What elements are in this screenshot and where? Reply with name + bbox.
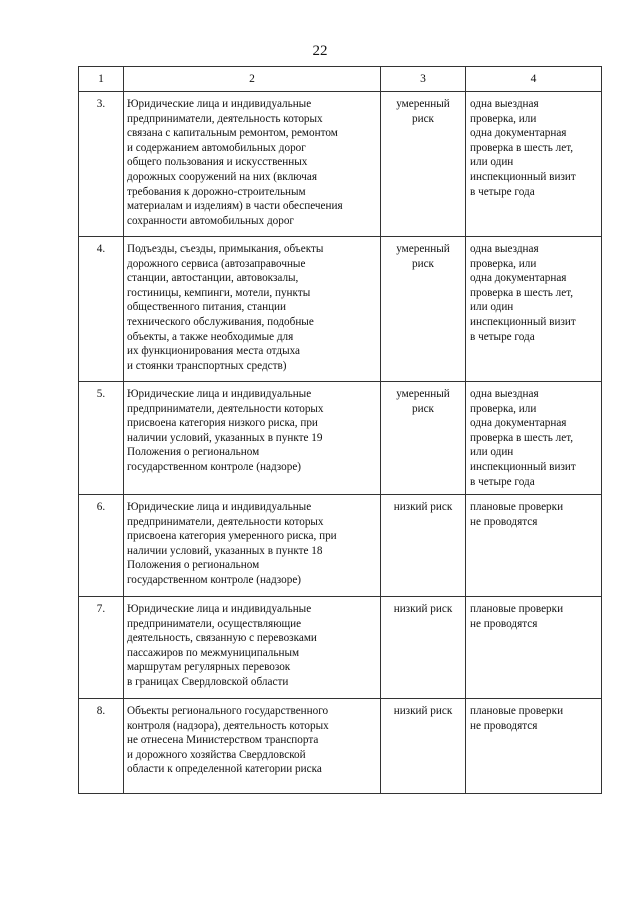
subject-description bbox=[124, 92, 381, 237]
header-col-4: 4 bbox=[466, 67, 602, 92]
subject-description-line: предприниматели, деятельности которых bbox=[127, 402, 324, 415]
subject-description bbox=[124, 382, 381, 495]
inspection-frequency-line: не проводятся bbox=[470, 515, 538, 528]
row-number: 5. bbox=[79, 382, 124, 495]
subject-description-line: присвоена категория низкого риска, при bbox=[127, 417, 318, 430]
table-row bbox=[79, 699, 602, 794]
inspection-frequency-line: плановые проверки bbox=[470, 603, 564, 615]
risk-category-line: низкий риск bbox=[393, 501, 453, 513]
subject-description bbox=[124, 597, 381, 699]
risk-category bbox=[381, 92, 466, 237]
inspection-frequency-line: одна выездная bbox=[470, 243, 539, 255]
subject-description-line: Положения о региональном bbox=[127, 559, 260, 572]
subject-description-line: государственном контроле (надзоре) bbox=[127, 460, 302, 473]
subject-description-line: контроля (надзора), деятельность которых bbox=[127, 719, 329, 732]
subject-description-line: Подъезды, съезды, примыкания, объекты bbox=[127, 243, 324, 255]
subject-description-line: Юридические лица и индивидуальные bbox=[127, 388, 312, 400]
subject-description-line: дорожного сервиса (автозаправочные bbox=[127, 257, 306, 270]
subject-description-line: наличии условий, указанных в пункте 18 bbox=[127, 544, 323, 557]
inspection-frequency-line: одна выездная bbox=[470, 98, 539, 110]
inspection-frequency-line: одна документарная bbox=[470, 272, 567, 285]
subject-description-line: Юридические лица и индивидуальные bbox=[127, 603, 312, 615]
header-row bbox=[79, 67, 602, 92]
risk-category-line: умеренный bbox=[396, 243, 450, 255]
inspection-frequency-line: проверка в шесть лет, bbox=[470, 286, 574, 299]
subject-description bbox=[124, 495, 381, 597]
subject-description-line: не отнесена Министерством транспорта bbox=[127, 734, 319, 747]
inspection-frequency bbox=[466, 237, 602, 382]
subject-description-line: дорожных сооружений на них (включая bbox=[127, 170, 317, 183]
risk-category-line: умеренный bbox=[396, 388, 450, 400]
risk-category-line: риск bbox=[412, 257, 434, 270]
subject-description-line: объекты, а также необходимые для bbox=[127, 330, 294, 343]
inspection-frequency-line: инспекционный визит bbox=[470, 460, 576, 473]
row-number: 4. bbox=[79, 237, 124, 382]
inspection-frequency-line: проверка, или bbox=[470, 402, 537, 415]
risk-category bbox=[381, 495, 466, 597]
risk-category-line: низкий риск bbox=[393, 603, 453, 615]
inspection-frequency-line: плановые проверки bbox=[470, 501, 564, 513]
subject-description-line: предприниматели, деятельности которых bbox=[127, 515, 324, 528]
subject-description-line: предприниматели, деятельность которых bbox=[127, 112, 323, 125]
subject-description bbox=[124, 699, 381, 794]
row-number: 3. bbox=[79, 92, 124, 237]
inspection-frequency-line: не проводятся bbox=[470, 617, 538, 630]
subject-description-line: области к определенной категории риска bbox=[127, 763, 322, 776]
risk-category-line: риск bbox=[412, 402, 434, 415]
subject-description-line: Юридические лица и индивидуальные bbox=[127, 98, 312, 110]
risk-category-line: умеренный bbox=[396, 98, 450, 110]
subject-description-line: и дорожного хозяйства Свердловской bbox=[127, 748, 306, 761]
inspection-frequency-line: инспекционный визит bbox=[470, 315, 576, 328]
subject-description-line: Юридические лица и индивидуальные bbox=[127, 501, 312, 513]
inspection-frequency-line: проверка, или bbox=[470, 257, 537, 270]
header-col-2: 2 bbox=[124, 67, 381, 92]
subject-description-line: материалам и изделиям) в части обеспечения bbox=[127, 200, 343, 213]
inspection-frequency-line: проверка, или bbox=[470, 112, 537, 125]
subject-description-line: требования к дорожно-строительным bbox=[127, 185, 306, 198]
subject-description-line: и стоянки транспортных средств) bbox=[127, 359, 287, 372]
risk-category bbox=[381, 597, 466, 699]
inspection-frequency-line: в четыре года bbox=[470, 475, 535, 488]
header-col-1: 1 bbox=[79, 67, 124, 92]
table-row bbox=[79, 597, 602, 699]
subject-description-line: станции, автостанции, автовокзалы, bbox=[127, 272, 299, 285]
risk-category-line: риск bbox=[412, 112, 434, 125]
subject-description-line: деятельность, связанную с перевозками bbox=[127, 632, 317, 645]
subject-description-line: технического обслуживания, подобные bbox=[127, 315, 314, 328]
inspection-frequency-line: инспекционный визит bbox=[470, 170, 576, 183]
header-col-3: 3 bbox=[381, 67, 466, 92]
subject-description-line: их функционирования места отдыха bbox=[127, 345, 300, 358]
inspection-frequency bbox=[466, 495, 602, 597]
row-number: 8. bbox=[79, 699, 124, 794]
risk-category-line: низкий риск bbox=[393, 705, 453, 717]
risk-category-table bbox=[78, 66, 602, 794]
table-row bbox=[79, 237, 602, 382]
subject-description-line: связана с капитальным ремонтом, ремонтом bbox=[127, 127, 338, 140]
subject-description-line: пассажиров по межмуниципальным bbox=[127, 646, 300, 659]
inspection-frequency-line: или один bbox=[470, 156, 514, 169]
inspection-frequency-line: не проводятся bbox=[470, 719, 538, 732]
inspection-frequency-line: одна выездная bbox=[470, 388, 539, 400]
page-number: 22 bbox=[312, 43, 328, 59]
subject-description-line: наличии условий, указанных в пункте 19 bbox=[127, 431, 323, 444]
table-row bbox=[79, 92, 602, 237]
inspection-frequency-line: проверка в шесть лет, bbox=[470, 141, 574, 154]
table-row bbox=[79, 495, 602, 597]
subject-description-line: общего пользования и искусственных bbox=[127, 156, 308, 169]
subject-description-line: присвоена категория умеренного риска, при bbox=[127, 530, 337, 543]
inspection-frequency bbox=[466, 92, 602, 237]
subject-description-line: государственном контроле (надзоре) bbox=[127, 573, 302, 586]
inspection-frequency bbox=[466, 382, 602, 495]
inspection-frequency bbox=[466, 597, 602, 699]
row-number: 7. bbox=[79, 597, 124, 699]
table-row bbox=[79, 382, 602, 495]
inspection-frequency-line: одна документарная bbox=[470, 417, 567, 430]
subject-description-line: Объекты регионального государственного bbox=[127, 705, 329, 717]
subject-description-line: гостиницы, кемпинги, мотели, пункты bbox=[127, 286, 311, 299]
inspection-frequency-line: плановые проверки bbox=[470, 705, 564, 717]
subject-description-line: в границах Свердловской области bbox=[127, 675, 289, 688]
subject-description-line: общественного питания, станции bbox=[127, 301, 287, 314]
inspection-frequency-line: в четыре года bbox=[470, 330, 535, 343]
inspection-frequency-line: проверка в шесть лет, bbox=[470, 431, 574, 444]
inspection-frequency-line: или один bbox=[470, 446, 514, 459]
inspection-frequency bbox=[466, 699, 602, 794]
subject-description-line: предприниматели, осуществляющие bbox=[127, 617, 302, 630]
row-number: 6. bbox=[79, 495, 124, 597]
risk-category bbox=[381, 382, 466, 495]
inspection-frequency-line: или один bbox=[470, 301, 514, 314]
subject-description-line: маршрутам регулярных перевозок bbox=[127, 661, 291, 674]
inspection-frequency-line: одна документарная bbox=[470, 127, 567, 140]
subject-description-line: и содержанием автомобильных дорог bbox=[127, 141, 306, 154]
inspection-frequency-line: в четыре года bbox=[470, 185, 535, 198]
subject-description-line: Положения о региональном bbox=[127, 446, 260, 459]
risk-category bbox=[381, 237, 466, 382]
subject-description-line: сохранности автомобильных дорог bbox=[127, 214, 295, 227]
risk-category bbox=[381, 699, 466, 794]
subject-description bbox=[124, 237, 381, 382]
